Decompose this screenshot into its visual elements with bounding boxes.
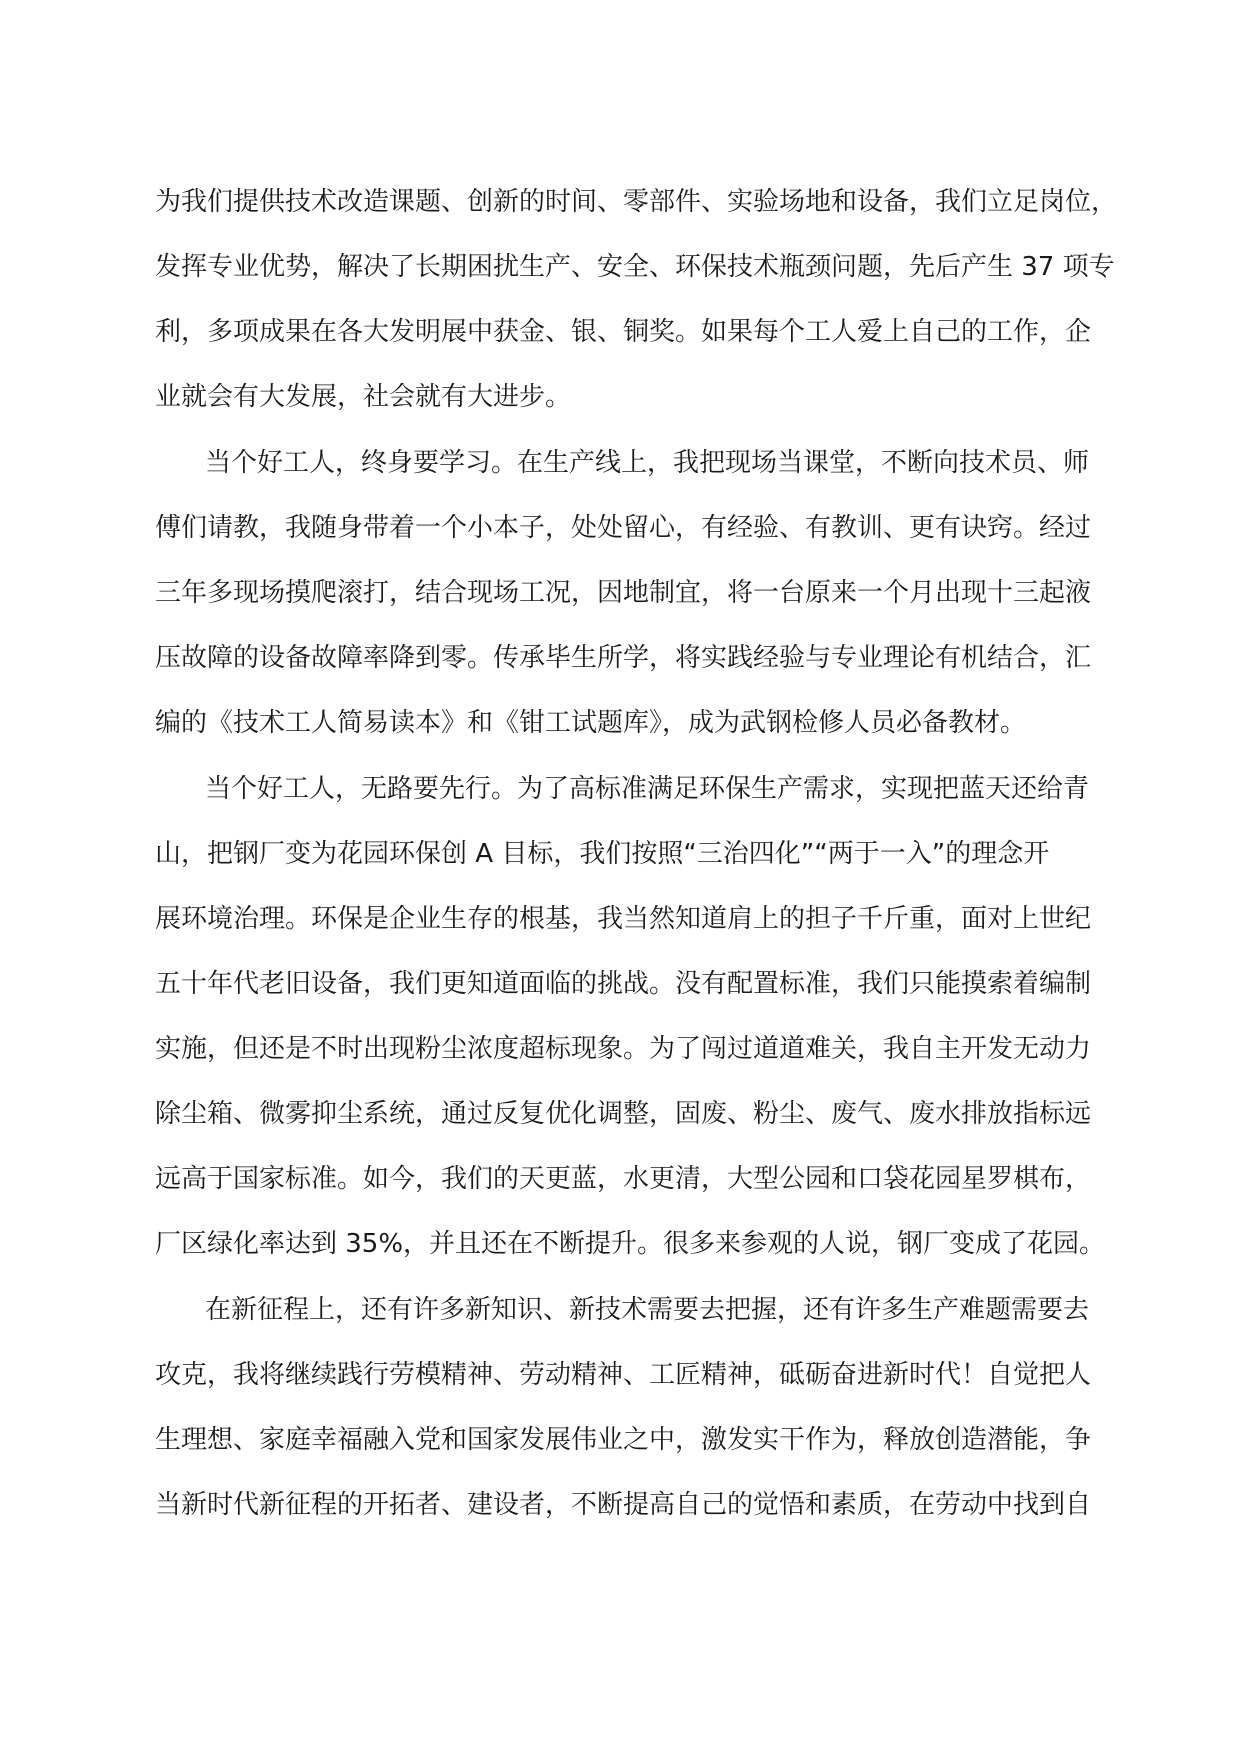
text-line: 傅们请教，我随身带着一个小本子，处处留心，有经验、有教训、更有诀窍。经过: [155, 513, 1092, 543]
paragraph-first-line: 在新征程上，还有许多新知识、新技术需要去把握，还有许多生产难题需要去: [205, 1295, 1090, 1325]
text-line: 远高于国家标准。如今，我们的天更蓝，水更清，大型公园和口袋花园星罗棋布，: [155, 1164, 1092, 1194]
text-line: 业就会有大发展，社会就有大进步。: [155, 382, 572, 412]
text-line: 展环境治理。环保是企业生存的根基，我当然知道肩上的担子千斤重，面对上世纪: [155, 904, 1092, 934]
text-line: 三年多现场摸爬滚打，结合现场工况，因地制宜，将一台原来一个月出现十三起液: [155, 578, 1092, 608]
text-line: 压故障的设备故障率降到零。传承毕生所学，将实践经验与专业理论有机结合，汇: [155, 643, 1092, 673]
text-line: 利，多项成果在各大发明展中获金、银、铜奖。如果每个工人爱上自己的工作，企: [155, 317, 1092, 347]
text-line: 生理想、家庭幸福融入党和国家发展伟业之中，激发实干作为，释放创造潜能，争: [155, 1425, 1092, 1455]
text-line: 为我们提供技术改造课题、创新的时间、零部件、实验场地和设备，我们立足岗位，: [155, 187, 1118, 217]
text-line: 五十年代老旧设备，我们更知道面临的挑战。没有配置标准，我们只能摸索着编制: [155, 969, 1092, 999]
text-line: 厂区绿化率达到 35%，并且还在不断提升。很多来参观的人说，钢厂变成了花园。: [155, 1229, 1106, 1259]
text-line: 除尘箱、微雾抑尘系统，通过反复优化调整，固废、粉尘、废气、废水排放指标远: [155, 1099, 1092, 1129]
text-line: 实施，但还是不时出现粉尘浓度超标现象。为了闯过道道难关，我自主开发无动力: [155, 1034, 1092, 1064]
text-line: 当新时代新征程的开拓者、建设者，不断提高自己的觉悟和素质，在劳动中找到自: [155, 1490, 1092, 1520]
text-line: 发挥专业优势，解决了长期困扰生产、安全、环保技术瓶颈问题，先后产生 37 项专: [155, 252, 1115, 282]
text-line: 山，把钢厂变为花园环保创 A 目标，我们按照“三治四化”“两于一入”的理念开: [155, 839, 1050, 869]
text-line: 攻克，我将继续践行劳模精神、劳动精神、工匠精神，砥砺奋进新时代！自觉把人: [155, 1360, 1092, 1390]
text-line: 编的《技术工人简易读本》和《钳工试题库》，成为武钢检修人员必备教材。: [155, 708, 1027, 738]
paragraph-first-line: 当个好工人，无路要先行。为了高标准满足环保生产需求，实现把蓝天还给青: [205, 774, 1090, 804]
paragraph-first-line: 当个好工人，终身要学习。在生产线上，我把现场当课堂，不断向技术员、师: [205, 448, 1090, 478]
